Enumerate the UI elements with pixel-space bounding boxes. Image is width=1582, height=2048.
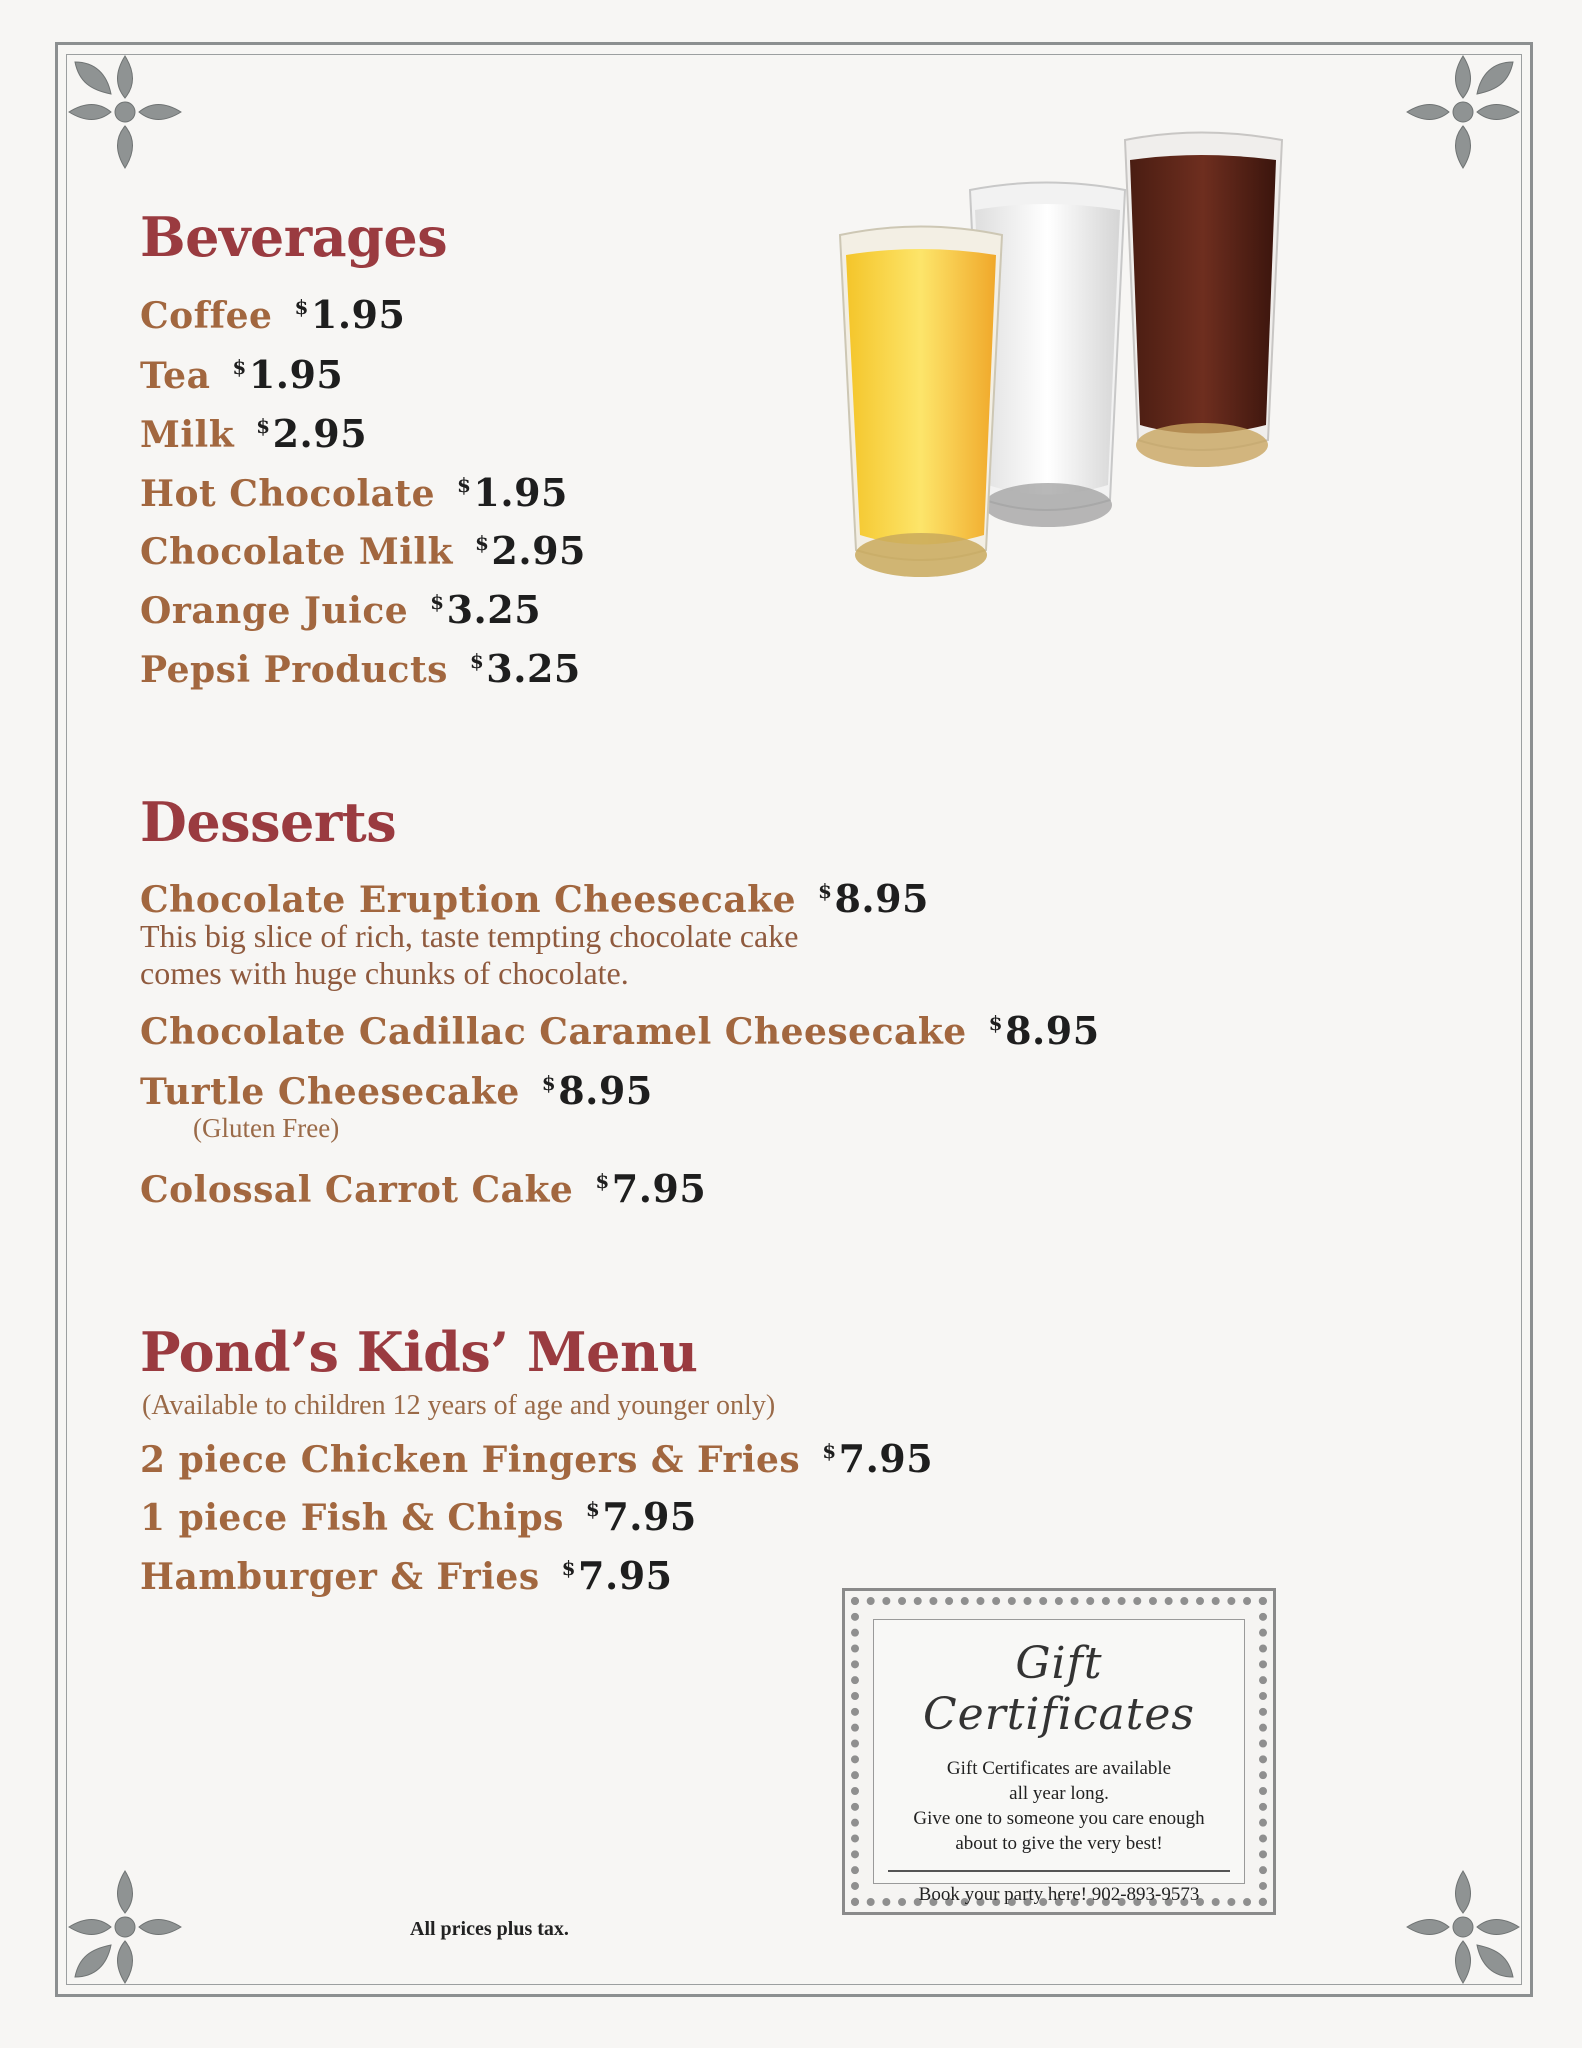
item-price: $8.95: [988, 1008, 1100, 1053]
item-price: $1.95: [232, 352, 344, 397]
divider: [888, 1870, 1230, 1872]
gift-line: all year long.: [1009, 1783, 1109, 1804]
item-price: $7.95: [561, 1553, 673, 1598]
fleur-ornament-icon: [1393, 1857, 1533, 1997]
tax-footnote: All prices plus tax.: [410, 1918, 569, 1940]
gift-line: Gift Certificates are available: [946, 1758, 1172, 1779]
booking-phone: Book your party here! 902-893-9573: [918, 1884, 1200, 1905]
menu-item: [140, 1166, 706, 1211]
item-name: Hamburger & Fries: [140, 1556, 540, 1598]
item-name: Turtle Cheesecake: [140, 1071, 520, 1113]
item-price: $2.95: [256, 411, 368, 456]
gift-line: about to give the very best!: [955, 1833, 1163, 1854]
item-description: comes with huge chunks of chocolate.: [140, 955, 629, 991]
menu-item: [140, 1494, 697, 1539]
item-name: Milk: [140, 414, 235, 456]
item-name: Tea: [140, 355, 211, 397]
item-price: $1.95: [457, 470, 568, 515]
menu-item: [140, 876, 929, 921]
item-name: Chocolate Eruption Cheesecake: [140, 879, 797, 921]
gluten-free-note: (Gluten Free): [193, 1113, 340, 1143]
menu-item: [140, 1436, 933, 1481]
item-price: $8.95: [541, 1068, 653, 1113]
menu-item: [140, 470, 568, 515]
menu-item: [140, 411, 367, 456]
menu-item: [140, 646, 581, 691]
gift-line: Give one to someone you care enough: [913, 1808, 1205, 1829]
item-name: 2 piece Chicken Fingers & Fries: [140, 1439, 801, 1481]
item-name: Coffee: [140, 295, 273, 337]
gift-panel: [873, 1619, 1245, 1905]
item-name: Colossal Carrot Cake: [140, 1169, 574, 1211]
item-name: Chocolate Milk: [140, 531, 453, 573]
menu-item: [140, 1008, 1100, 1053]
fleur-ornament-icon: [1393, 42, 1533, 182]
item-price: $8.95: [818, 876, 929, 921]
beverages-heading: Beverages: [140, 205, 448, 269]
desserts-heading: Desserts: [140, 790, 397, 854]
menu-item: [140, 587, 541, 632]
menu-item: [140, 292, 405, 337]
item-name: Orange Juice: [140, 590, 409, 632]
item-name: Chocolate Cadillac Caramel Cheesecake: [140, 1011, 967, 1053]
item-description: This big slice of rich, taste tempting chocolate cake: [140, 918, 799, 954]
menu-item: [140, 1068, 653, 1113]
fleur-ornament-icon: [55, 1857, 195, 1997]
item-price: $7.95: [585, 1494, 697, 1539]
item-price: $7.95: [595, 1166, 707, 1211]
item-price: $7.95: [822, 1436, 934, 1481]
fleur-ornament-icon: [55, 42, 195, 182]
item-name: Hot Chocolate: [140, 473, 435, 515]
item-price: $3.25: [430, 587, 542, 632]
gift-certificate-box: [842, 1588, 1276, 1915]
drinks-glasses-image: [820, 120, 1340, 600]
item-name: Pepsi Products: [140, 649, 448, 691]
menu-item: [140, 528, 586, 573]
item-price: $3.25: [469, 646, 581, 691]
item-price: $1.95: [294, 292, 406, 337]
gift-title: Gift Certificates: [922, 1638, 1196, 1740]
menu-item: [140, 352, 343, 397]
kids-menu-subtitle: (Available to children 12 years of age and younger only): [142, 1390, 776, 1421]
menu-item: [140, 1553, 673, 1598]
item-price: $2.95: [474, 528, 586, 573]
kids-menu-heading: Pond’s Kids’ Menu: [140, 1320, 698, 1384]
item-name: 1 piece Fish & Chips: [140, 1497, 564, 1539]
gift-description: [874, 1756, 1244, 1856]
